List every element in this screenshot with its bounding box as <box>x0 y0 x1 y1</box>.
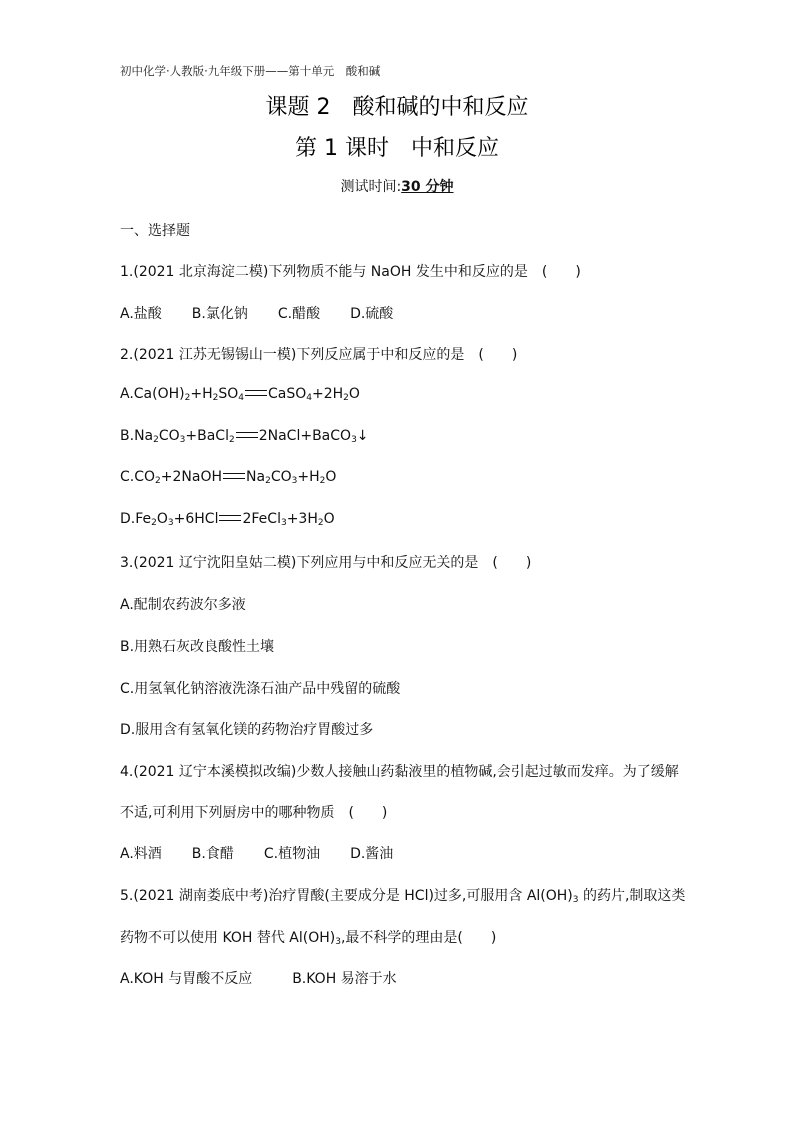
formula-part: 2FeCl <box>242 511 281 527</box>
subscript: 3 <box>335 937 341 947</box>
page-header: 初中化学·人教版·九年级下册——第十单元 酸和碱 <box>120 64 381 78</box>
option-label: C. <box>120 469 135 485</box>
subscript: 3 <box>572 895 579 905</box>
lesson-subtitle: 第 1 课时 中和反应 <box>295 136 499 161</box>
subscript: 3 <box>351 435 357 445</box>
question-2-option-a <box>120 386 360 402</box>
stem-text: 的药片,制取这类 <box>578 888 686 904</box>
subscript: 2 <box>319 476 326 486</box>
subscript: 2 <box>343 393 349 403</box>
question-4-options <box>120 843 423 863</box>
option-label: A. <box>120 386 134 402</box>
equals-sign <box>245 390 267 396</box>
subscript: 2 <box>265 476 271 486</box>
question-2-option-b <box>120 428 369 444</box>
formula-part: SO <box>218 386 239 402</box>
formula-part: +2NaOH <box>160 469 223 485</box>
question-2-option-d <box>120 511 335 527</box>
question-4-option-d: D.酱油 <box>350 846 394 862</box>
formula-part: CO <box>270 469 292 485</box>
subscript: 3 <box>280 518 287 528</box>
subscript: 2 <box>212 393 219 403</box>
question-1-option-c: C.醋酸 <box>277 306 321 322</box>
formula-part: O <box>156 511 168 527</box>
formula-part: +2H <box>311 386 344 402</box>
question-5-option-b: B.KOH 易溶于水 <box>292 971 397 987</box>
section-heading: 一、选择题 <box>120 223 190 239</box>
question-4-stem-line-1: 4.(2021 辽宁本溪模拟改编)少数人接触山药黏液里的植物碱,会引起过敏而发痒。为了缓解 <box>120 764 679 780</box>
stem-text: 药物不可以使用 KOH 替代 Al(OH) <box>120 930 336 946</box>
test-time-label: 测试时间: <box>340 179 402 195</box>
question-5-option-a: A.KOH 与胃酸不反应 <box>120 971 253 987</box>
subscript: 2 <box>155 476 161 486</box>
test-time <box>0 176 794 196</box>
equals-sign <box>223 473 245 479</box>
subscript: 2 <box>151 518 157 528</box>
question-4-stem-line-2: 不适,可利用下列厨房中的哪种物质 ( ) <box>120 805 388 821</box>
formula-part: Ca(OH) <box>133 386 185 402</box>
subscript: 2 <box>317 518 324 528</box>
formula-part: O <box>323 511 335 527</box>
subscript: 2 <box>184 393 191 403</box>
question-2-stem: 2.(2021 江苏无锡锡山一模)下列反应属于中和反应的是 ( ) <box>120 347 518 363</box>
subscript: 4 <box>306 393 312 403</box>
question-1-option-d: D.硫酸 <box>350 306 394 322</box>
equals-sign <box>236 432 258 438</box>
lesson-title: 课题 2 酸和碱的中和反应 <box>265 95 529 120</box>
equals-sign <box>219 515 241 521</box>
formula-part: O <box>325 469 337 485</box>
subscript: 2 <box>153 435 159 445</box>
option-label: B. <box>120 428 135 444</box>
subscript: 2 <box>228 435 235 445</box>
formula-part: +H <box>297 469 320 485</box>
stem-text: 5.(2021 湖南娄底中考)治疗胃酸(主要成分是 HCl)过多,可服用含 Al(OH) <box>120 888 573 904</box>
formula-part: +3H <box>286 511 318 527</box>
subscript: 4 <box>238 393 244 403</box>
question-4-option-a: A.料酒 <box>120 846 162 862</box>
question-1-option-b: B.氯化钠 <box>191 306 248 322</box>
question-1-stem: 1.(2021 北京海淀二模)下列物质不能与 NaOH 发生中和反应的是 ( ) <box>120 264 581 280</box>
formula-part: +6HCl <box>173 511 219 527</box>
formula-part: Na <box>246 469 266 485</box>
question-3-option-d: D.服用含有氢氧化镁的药物治疗胃酸过多 <box>120 722 374 738</box>
question-1-options <box>120 303 423 323</box>
precipitate-arrow: ↓ <box>356 428 369 444</box>
subscript: 3 <box>167 518 174 528</box>
question-3-stem: 3.(2021 辽宁沈阳皇姑二模)下列应用与中和反应无关的是 ( ) <box>120 555 532 571</box>
stem-text: ,最不科学的理由是( ) <box>340 930 497 946</box>
question-2-option-c <box>120 469 336 485</box>
subscript: 3 <box>291 476 298 486</box>
test-time-value: 30 分钟 <box>401 179 454 195</box>
formula-part: +H <box>190 386 213 402</box>
question-4-option-c: C.植物油 <box>263 846 321 862</box>
question-4-option-b: B.食醋 <box>191 846 234 862</box>
question-3-option-b: B.用熟石灰改良酸性土壤 <box>120 639 275 655</box>
formula-part: CO <box>158 428 180 444</box>
formula-part: +BaCl <box>185 428 229 444</box>
question-5-stem-line-1 <box>120 885 685 905</box>
formula-part: Na <box>134 428 154 444</box>
formula-part: 2NaCl+BaCO <box>258 428 352 444</box>
formula-part: CaSO <box>267 386 307 402</box>
formula-part: O <box>348 386 360 402</box>
formula-part: Fe <box>135 511 152 527</box>
question-5-stem-line-2 <box>120 927 496 947</box>
formula-part: CO <box>134 469 156 485</box>
question-3-option-c: C.用氢氧化钠溶液洗涤石油产品中残留的硫酸 <box>120 681 401 697</box>
subscript: 3 <box>179 435 186 445</box>
question-1-option-a: A.盐酸 <box>120 306 162 322</box>
question-5-options <box>120 968 397 988</box>
question-3-option-a: A.配制农药波尔多液 <box>120 597 246 613</box>
option-label: D. <box>120 511 136 527</box>
